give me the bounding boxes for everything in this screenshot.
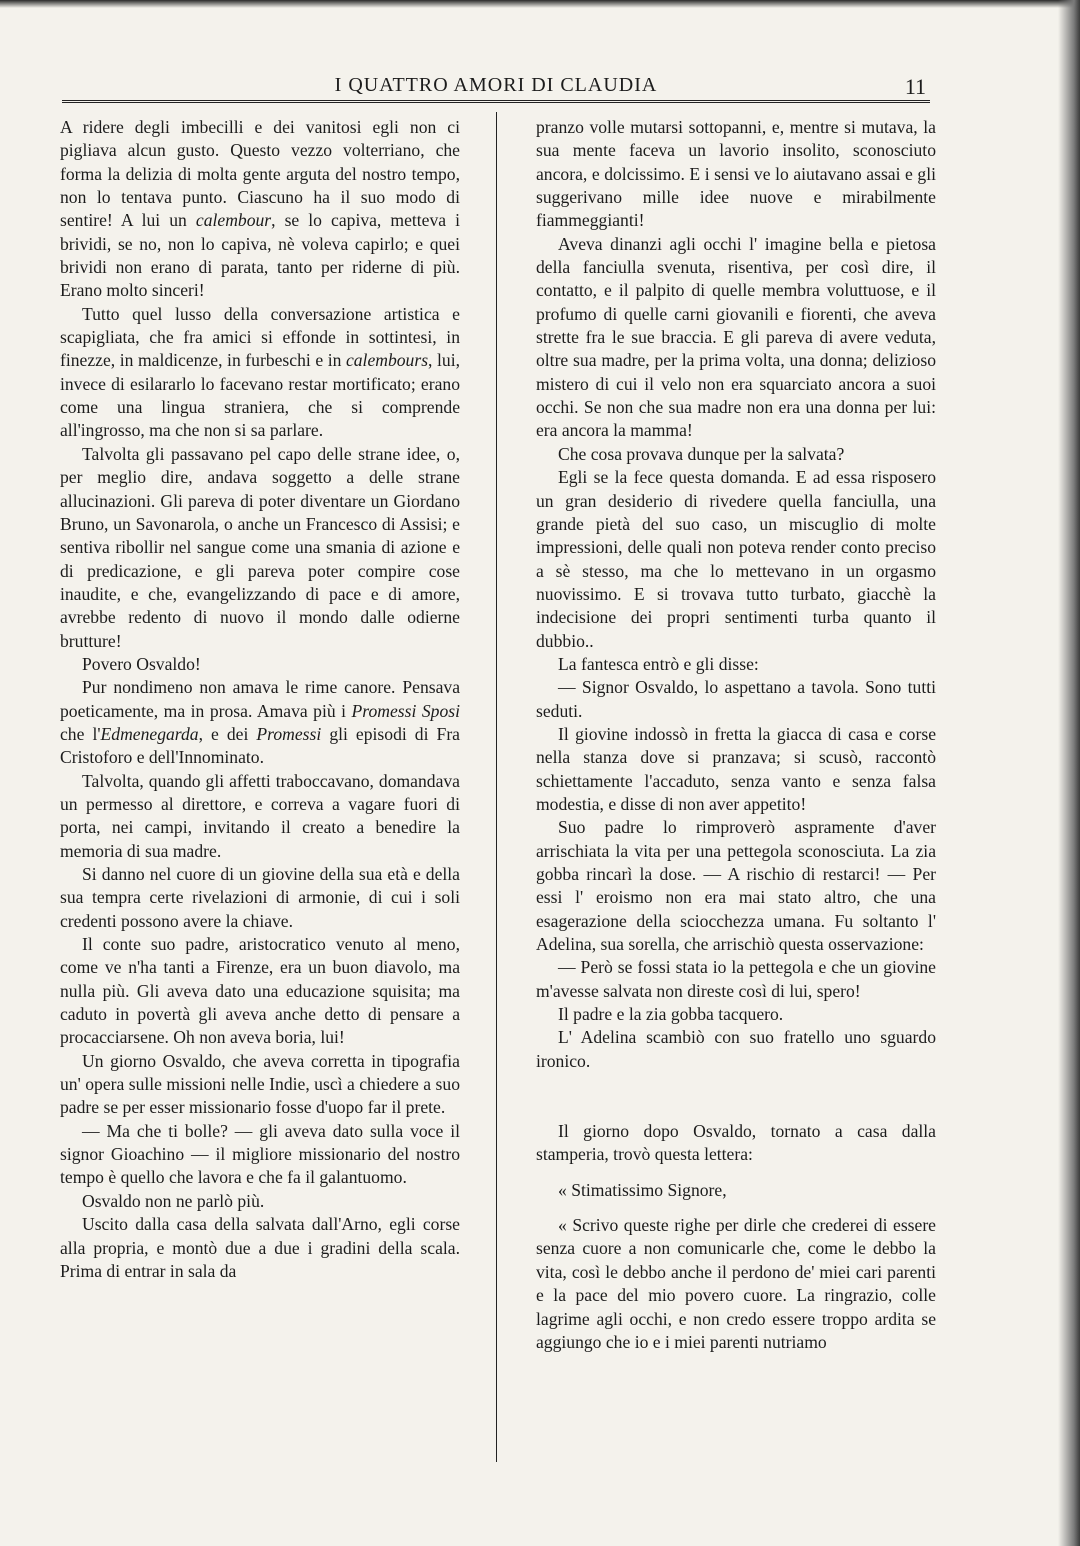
letter-body: « Scrivo queste righe per dirle che crederei di essere senza cuore a non comunicarle che, come le debbo la vita, così le debbo anche il perdono de' miei cari parenti e la pace del mio povero cuore. La ringrazio, colle lagrime agli occhi, e non credo essere troppo ardita se aggiungo che io e i miei parenti nutriamo xyxy=(536,1215,936,1352)
column-divider xyxy=(496,112,497,1462)
paragraph: Il conte suo padre, aristocratico venuto al meno, come ve n'ha tanti a Firenze, era un buon diavolo, ma nulla più. Gli aveva dato una educazione squisita; ma caduto in povertà gli aveva anche detto di pensare a procacciarsene. Oh non aveva boria, lui! xyxy=(60,934,460,1048)
scan-edge-right xyxy=(1058,0,1080,1546)
scan-edge-top xyxy=(0,0,1080,8)
paragraph: Un giorno Osvaldo, che aveva corretta in tipografia un' opera sulle missioni nelle Indie, uscì a chiedere a suo padre se per esser missionario fosse d'uopo far il prete. xyxy=(60,1050,460,1118)
paragraph: Il giovine indossò in fretta la giacca di casa e corse nella stanza dove si pranzava; si scusò, raccontò schiettamente l'accaduto, senza vanto e senza falsa modestia, e disse di non aver appetito! xyxy=(536,723,936,814)
paragraph: Che cosa provava dunque per la salvata? xyxy=(558,443,845,464)
paragraph: Suo padre lo rimproverò aspramente d'aver arrischiata la vita per una pettegola sconosciuta. La zia gobba rincarì la dose. — A rischio di restarci! — Per essi l' eroismo non era mai stato altro, che una esagerazione della sciocchezza umana. Fu soltanto l' Adelina, sua sorella, che arrischiò questa osservazione: xyxy=(536,817,936,955)
italic-term: calembours xyxy=(345,350,429,371)
paragraph: Il giorno dopo Osvaldo, tornato a casa dalla stamperia, trovò questa lettera: xyxy=(536,1121,936,1165)
paragraph: Si danno nel cuore di un giovine della sua età e della sua tempra certe rivelazioni di armonie, di cui i soli credenti possono avere la chiave. xyxy=(60,864,460,931)
paragraph: pranzo volle mutarsi sottopanni, e, mentre si mutava, la sua mente faceva un lavorio insolito, sconosciuto ancora, e dolcissimo. E i sensi ve lo aiutavano assai e gli suggerivano mille idee nuove e mirabilmente fiammeggianti! xyxy=(536,117,936,231)
paragraph: Povero Osvaldo! xyxy=(82,653,201,674)
italic-term: calembour xyxy=(195,210,272,231)
paragraph: L' Adelina scambiò con suo fratello uno sguardo ironico. xyxy=(536,1027,936,1071)
paragraph: A ridere degli imbecilli e dei vanitosi egli non ci pigliava alcun gusto. Questo vezzo volterriano, che forma la delizia di molta gente arguta del nostro tempo, non lo tentava punto. Ciascuno ha il suo modo di sentire! A lui un calembour, se lo capiva, metteva i brividi, se no, non lo capiva, nè voleva capirlo; e quei brividi non erano di parata, tanto per riderne di più. Erano molto sinceri! xyxy=(60,117,460,301)
page-number: 11 xyxy=(904,74,926,99)
paragraph: — Ma che ti bolle? — gli aveva dato sulla voce il signor Gioachino — il migliore missionario del nostro tempo è quello che lavora e che fa il galantuomo. xyxy=(60,1120,460,1188)
paragraph: Uscito dalla casa della salvata dall'Arno, egli corse alla propria, e montò due a due i gradini della scala. Prima di entrar in sala da xyxy=(60,1214,460,1281)
running-title: I QUATTRO AMORI DI CLAUDIA xyxy=(334,74,658,96)
paragraph: Egli se la fece questa domanda. E ad essa risposero un gran desiderio di rivedere quella fanciulla, una grande pietà del suo caso, un miscuglio di molte impressioni, delle quali non poteva render conto preciso a sè stesso, ma che lo mettevano in un orgasmo nuovissimo. E si trovava tutto turbato, giacchè la indecisione dei propri sentimenti turba quanto il dubbio.. xyxy=(536,467,936,651)
header-rule xyxy=(62,100,930,103)
paragraph: — Però se fossi stata io la pettegola e che un giovine m'avesse salvata non direste così di lui, spero! xyxy=(536,957,936,1001)
right-column xyxy=(536,116,936,1354)
paragraph: La fantesca entrò e gli disse: xyxy=(558,653,759,674)
paragraph: Tutto quel lusso della conversazione artistica e scapigliata, che fra amici si effonde in sottintesi, in finezze, in maldicenze, in furbeschi e in calembours, lui, invece di esilararlo lo facevano restar mortificato; erano come una lingua straniera, che si comprende all'ingrosso, ma che non si sa parlare. xyxy=(60,303,460,441)
italic-term: Edmenegarda xyxy=(100,723,199,744)
letter-salutation: « Stimatissimo Signore, xyxy=(558,1179,727,1200)
paragraph: Il padre e la zia gobba tacquero. xyxy=(558,1004,784,1025)
paragraph: Pur nondimeno non amava le rime canore. Pensava poeticamente, ma in prosa. Amava più i Promessi Sposi che l'Edmenegarda, e dei Promessi gli episodi di Fra Cristoforo e dell'Innominato. xyxy=(60,677,461,768)
italic-term: Promessi Sposi xyxy=(351,700,461,721)
paragraph: Talvolta, quando gli affetti traboccavano, domandava un permesso al direttore, e correva a vagare fuori di porta, nei campi, invitando il creato a benedire la memoria di sua madre. xyxy=(60,770,460,861)
paragraph: Talvolta gli passavano pel capo delle strane idee, o, per meglio dire, andava soggetto a delle strane allucinazioni. Gli pareva di poter diventare un Giordano Bruno, un Savonarola, o anche un Francesco di Assisi; e sentiva ribollir nel sangue come una smania di azione e di predicazione, e gli pareva poter compire cose inaudite, e che, evangelizzando di pace e di amore, avrebbe redento di nuovo il mondo dalle odierne brutture! xyxy=(60,443,460,651)
paragraph: Osvaldo non ne parlò più. xyxy=(82,1190,265,1211)
paragraph: Aveva dinanzi agli occhi l' imagine bella e pietosa della fanciulla svenuta, risentiva, per così dire, il contatto, e il palpito di quelle membra voluttuose, e il profumo di quelle carni giovanili e fiorenti, che aveva strette fra le sue braccia. E gli pareva di avere veduta, oltre sua madre, per la prima volta, una donna; delizioso mistero di cui il velo non era squarciato ancora a suoi occhi. Se non che sua madre non era una donna per lui: era ancora la mamma! xyxy=(536,233,936,441)
page-header xyxy=(62,74,930,100)
italic-term: Promessi xyxy=(256,723,322,744)
paragraph: — Signor Osvaldo, lo aspettano a tavola. Sono tutti seduti. xyxy=(536,677,936,721)
left-column xyxy=(60,116,460,1283)
